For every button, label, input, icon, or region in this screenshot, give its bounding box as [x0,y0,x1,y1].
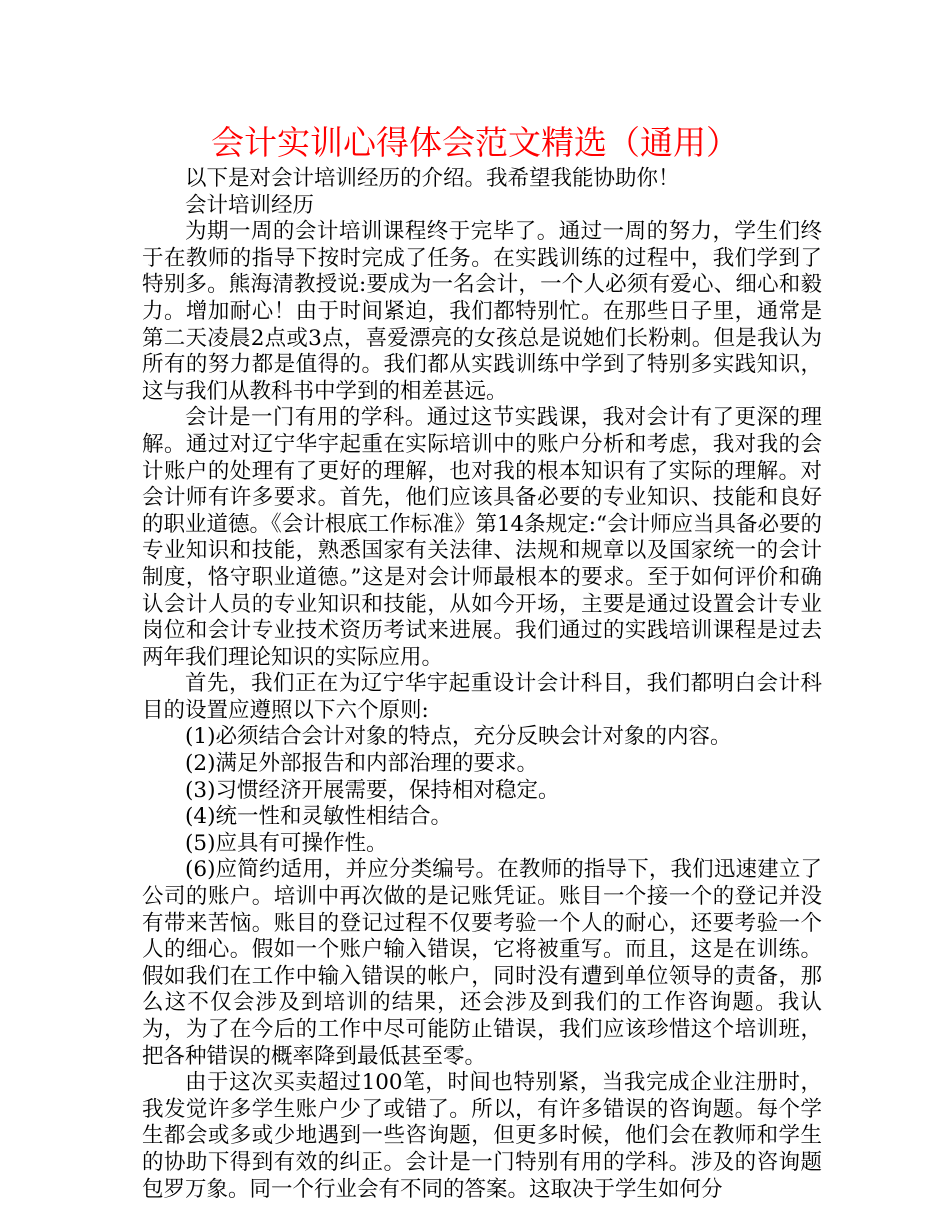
list-item-principle: (3)习惯经济开展需要，保持相对稳定。 [185,777,560,803]
list-item-principle: (1)必须结合会计对象的特点，充分反映会计对象的内容。 [185,724,732,750]
document-body [142,166,822,1203]
paragraph: 会计是一门有用的学科。通过这节实践课，我对会计有了更深的理解。通过对辽宁华宇起重在实际培训中的账户分析和考虑，我对我的会计账户的处理有了更好的理解，也对我的根本知识有了实际的理解。对会计师有许多要求。首先，他们应该具备必要的专业知识、技能和良好的职业道德。《会计根底工作标准》第14条规定:“会计师应当具备必要的专业知识和技能，熟悉国家有关法律、法规和规章以及国家统一的会计制度，恪守职业道德。”这是对会计师最根本的要求。至于如何评价和确认会计人员的专业知识和技能，从如今开场，主要是通过设置会计专业岗位和会计专业技术资历考试来进展。我们通过的实践培训课程是过去两年我们理论知识的实际应用。 [142,405,822,670]
list-item-principle: (2)满足外部报告和内部治理的要求。 [185,751,538,777]
document-title: 会计实训心得体会范文精选（通用） [211,123,739,162]
list-item-principle: (5)应具有可操作性。 [185,830,388,856]
paragraph-heading: 会计培训经历 [185,192,315,218]
paragraph: 首先，我们正在为辽宁华宇起重设计会计科目，我们都明白会计科目的设置应遵照以下六个原则: [142,671,822,723]
paragraph-intro: 以下是对会计培训经历的介绍。我希望我能协助你！ [185,166,680,191]
paragraph: 由于这次买卖超过100笔，时间也特别紧，当我完成企业注册时，我发觉许多学生账户少了或错了。所以，有许多错误的咨询题。每个学生都会或多或少地遇到一些咨询题，但更多时候，他们会在教师和学生的协助下得到有效的纠正。会计是一门特别有用的学科。涉及的咨询题包罗万象。同一个行业会有不同的答案。这取决于学生如何分 [142,1070,822,1202]
list-item-principle: (4)统一性和灵敏性相结合。 [185,804,452,830]
paragraph: 为期一周的会计培训课程终于完毕了。通过一周的努力，学生们终于在教师的指导下按时完成了任务。在实践训练的过程中，我们学到了特别多。熊海清教授说:要成为一名会计，一个人必须有爱心、细心和毅力。增加耐心！由于时间紧迫，我们都特别忙。在那些日子里，通常是第二天凌晨2点或3点，喜爱漂亮的女孩总是说她们长粉刺。但是我认为所有的努力都是值得的。我们都从实践训练中学到了特别多实践知识，这与我们从教科书中学到的相差甚远。 [142,219,822,404]
paragraph: (6)应简约适用，并应分类编号。在教师的指导下，我们迅速建立了公司的账户。培训中再次做的是记账凭证。账目一个接一个的登记并没有带来苦恼。账目的登记过程不仅要考验一个人的耐心，还要考验一个人的细心。假如一个账户输入错误，它将被重写。而且，这是在训练。假如我们在工作中输入错误的帐户，同时没有遭到单位领导的责备，那么这不仅会涉及到培训的结果，还会涉及到我们的工作咨询题。我认为，为了在今后的工作中尽可能防止错误，我们应该珍惜这个培训班，把各种错误的概率降到最低甚至零。 [142,857,822,1069]
